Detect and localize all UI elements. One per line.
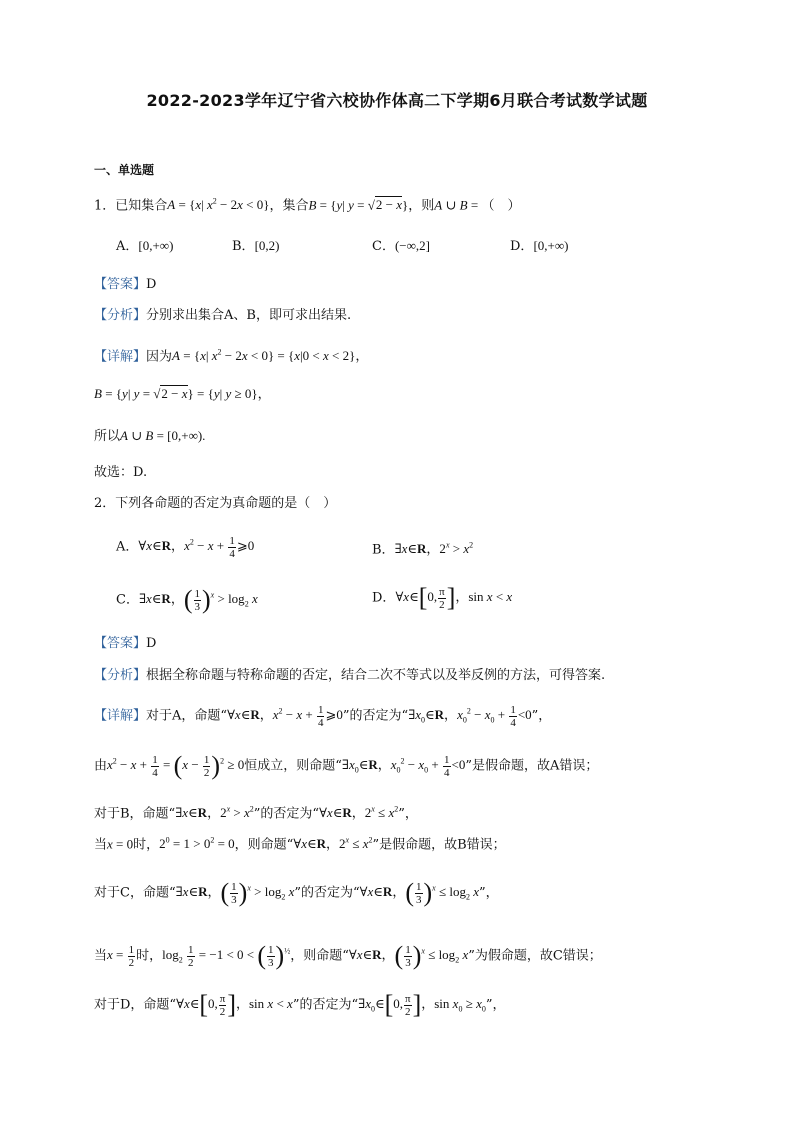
page-title: 2022-2023学年辽宁省六校协作体高二下学期6月联合考试数学试题 xyxy=(146,91,648,110)
q1-detail-3: 所以A ∪ B = [0,+∞). xyxy=(94,428,206,444)
question-2-stem: 2．下列各命题的否定为真命题的是（ ） xyxy=(94,496,337,511)
q2-option-c: C．∃x∈R，( $\frac{1}{3}$ )$^x > \log_2 x$ xyxy=(116,585,258,615)
question-1-stem: 1．已知集合A = {x| $x^2 - 2x < 0$}，集合B = {y| y = √2 − x}，则A ∪ B = （ ） xyxy=(94,197,521,214)
q2-option-a: A．∀x∈R，$x^2 - x$ + $\frac{1}{4}$ ⩾0 xyxy=(116,534,255,560)
q1-option-d: D．[0,+∞) xyxy=(510,238,569,254)
q1-analysis: 【分析】分别求出集合A、B，即可求出结果. xyxy=(94,308,352,323)
q2-answer: 【答案】D xyxy=(94,636,157,651)
q2-option-d: D．∀x∈[0, $\frac{\pi}{2}$ ]，sin x < x xyxy=(372,583,513,613)
q2-detail-d: 当x = 0时，$2^0 = 1 > 0^2 = 0$，则命题“∀x∈R，$2^x \le x^2$”是假命题，故B错误； xyxy=(94,836,506,853)
q2-detail-b: 由$x^2 - x$ + $\frac{1}{4}$ = (x − $\frac{1}{2}$ )$^2$ ≥ 0恒成立，则命题“$\exists x_0\in R$，$x_0^2 - x_0$ + $\frac{1}{4}$ <0”是假命题，故A错误； xyxy=(94,751,599,781)
q1-option-b: B．[0,2) xyxy=(232,238,280,254)
q1-option-a: A．[0,+∞) xyxy=(116,238,174,254)
q2-option-b: B．∃x∈R，$2^x > x^2$ xyxy=(372,541,474,558)
q2-analysis: 【分析】根据全称命题与特称命题的否定，结合二次不等式以及举反例的方法，可得答案. xyxy=(94,668,606,683)
q1-detail-1: 【详解】因为A = {x| $x^2 - 2x < 0\} = \{x|0 < x < 2\}$， xyxy=(94,348,369,365)
q1-conclusion: 故选：D. xyxy=(94,465,148,480)
q1-detail-2: B = {y| y = √2 − x} = {y| y ≥ 0}， xyxy=(94,386,271,401)
q2-detail-e: 对于C，命题“∃x∈R，( $\frac{1}{3}$ )$^x > \log_2 x$”的否定为“∀x∈R，( $\frac{1}{3}$ )$^x \le \log_2 x$”， xyxy=(94,878,499,908)
q2-detail-g: 对于D，命题“∀x∈[0, $\frac{\pi}{2}$ ]，sin x < x”的否定为“$\exists x_0\in[0$, $\frac{\pi}{2}$ ]，$\sin x_0 \ge x_0$”， xyxy=(94,990,506,1020)
q2-detail-f: 当x = $\frac{1}{2}$ 时，$\log_2$ $\frac{1}{2}$ = −1 < 0 < ( $\frac{1}{3}$ )$^{\frac{1}{2}}$，则命题“∀x∈R，( $\frac{1}{3}$ )$^x \le \log_2 x$”为假命题，故C错误； xyxy=(94,941,602,971)
q2-detail-a: 【详解】对于A，命题“∀x∈R，$x^2 - x$ + $\frac{1}{4}$ ⩾0”的否定为“$\exists x_0\in R$，$x_0^2 - x_0$ + $\frac{1}{4}$ <0”， xyxy=(94,703,552,729)
q1-answer: 【答案】D xyxy=(94,277,157,292)
section-heading: 一、单选题 xyxy=(94,163,155,177)
q1-option-c: C．(−∞,2] xyxy=(372,238,430,254)
q2-detail-c: 对于B，命题“∃x∈R，$2^x > x^2$”的否定为“∀x∈R，$2^x \le x^2$”， xyxy=(94,805,418,822)
